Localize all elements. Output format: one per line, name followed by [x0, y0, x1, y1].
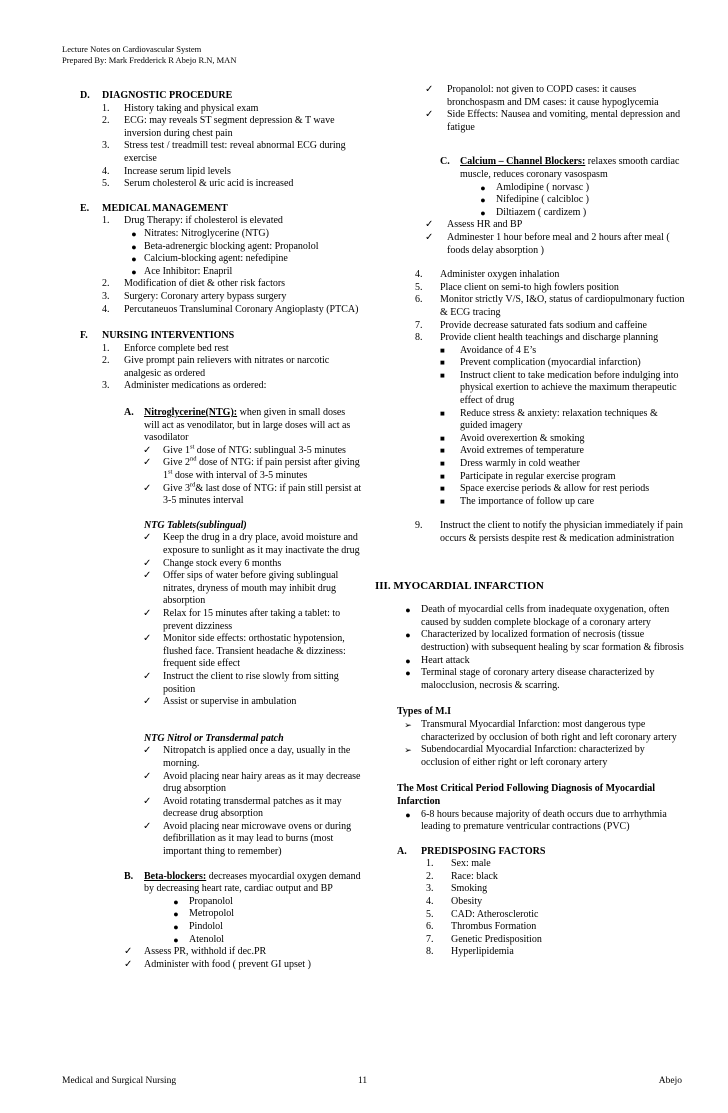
list-item: 2. ECG: may reveals ST segment depression & T wave inversion during chest pain: [102, 115, 335, 139]
check-item: ✓ Assist or supervise in ambulation: [143, 696, 297, 708]
ccb-heading: Calcium – Channel Blockers:: [460, 156, 586, 168]
check-icon: ✓: [124, 946, 133, 958]
page-header: [62, 44, 236, 66]
patch-heading: NTG Nitrol or Transdermal patch: [144, 732, 284, 744]
types-heading: Types of M.I: [397, 706, 451, 718]
ntg-subsection: A. Nitroglycerine(NTG): when given in small doses will act as venodilator, but in large doses will act as vasodilator: [124, 407, 351, 444]
list-item: ■ Dress warmly in cold weather: [440, 458, 580, 470]
check-item: ✓ Give 1st dose of NTG: sublingual 3-5 minutes: [143, 443, 346, 456]
beta-subsection: B. Beta-blockers: decreases myocardial oxygen demand by decreasing heart rate, cardiac output and BP: [124, 870, 361, 895]
header-line-2: Prepared By: Mark Fredderick R Abejo R.N, MAN: [62, 55, 237, 65]
list-item: ● Terminal stage of coronary artery disease characterized by malocclusion, necrosis & scarring.: [405, 667, 655, 691]
check-item: ✓ Give 3rd& last dose of NTG: if pain still persist at 3-5 minutes interval: [143, 481, 362, 507]
list-item: 1. History taking and physical exam: [102, 102, 259, 114]
list-item: 5. CAD: Atherosclerotic: [426, 908, 539, 920]
check-icon: ✓: [143, 444, 152, 456]
check-item: ✓ Change stock every 6 months: [143, 557, 282, 569]
section-f: F. NURSING INTERVENTIONS: [80, 330, 235, 342]
list-item: 9. Instruct the client to notify the physician immediately if pain occurs & persists despite rest & medication administration: [415, 520, 683, 544]
page-number: 11: [358, 1076, 368, 1086]
check-icon: ✓: [143, 745, 152, 757]
teaching-list: [385, 345, 685, 509]
section-d: D. DIAGNOSTIC PROCEDURE: [80, 90, 233, 101]
list-item: 4. Increase serum lipid levels: [102, 165, 231, 177]
check-icon: ✓: [143, 607, 152, 619]
list-item: ● Ace Inhibitor: Enapril: [131, 265, 233, 277]
check-icon: ✓: [143, 696, 152, 708]
list-item: 7. Genetic Predisposition: [426, 933, 542, 945]
check-icon: ✓: [143, 820, 152, 832]
list-item: 4. Percutaneuos Transluminal Coronary Angioplasty (PTCA): [102, 303, 359, 315]
check-icon: ✓: [143, 457, 152, 469]
list-item: ■ Participate in regular exercise program: [440, 470, 616, 482]
list-item: 3. Stress test / treadmill test: reveal abnormal ECG during exercise: [102, 140, 346, 164]
check-item: ✓ Relax for 15 minutes after taking a tablet: to prevent dizziness: [143, 607, 341, 632]
list-item: 4. Obesity: [426, 896, 483, 908]
list-item: ■ Avoid overexertion & smoking: [440, 432, 585, 444]
check-icon: ✓: [425, 84, 434, 95]
list-item: ● Propanolol: [173, 895, 233, 907]
list-item: 2. Race: black: [426, 870, 498, 882]
list-item: 4. Administer oxygen inhalation: [415, 269, 560, 281]
check-item: ✓ Side Effects: Nausea and vomiting, mental depression and fatigue: [425, 109, 681, 133]
section-title: PREDISPOSING FACTORS: [421, 845, 546, 857]
list-item: 5. Serum cholesterol & uric acid is increased: [102, 178, 294, 190]
list-item: ➢ Transmural Myocardial Infarction: most dangerous type characterized by occlusion of both right and left coronary artery: [404, 718, 677, 743]
check-item: ✓ Adminester 1 hour before meal and 2 hours after meal ( foods delay absorption ): [425, 231, 670, 256]
list-item: ● Atenolol: [173, 933, 224, 945]
list-item: ■ Space exercise periods & allow for rest periods: [440, 483, 650, 495]
check-icon: ✓: [425, 109, 434, 121]
check-icon: ✓: [425, 231, 434, 243]
list-item: 2. Modification of diet & other risk factors: [102, 278, 286, 290]
check-icon: ✓: [143, 482, 152, 494]
ntg-heading: Nitroglycerine(NTG):: [144, 407, 238, 419]
list-item: 1. Sex: male: [426, 858, 491, 870]
section-e: E. MEDICAL MANAGEMENT: [80, 202, 228, 214]
left-column: [62, 84, 362, 971]
drug-bullets: [102, 228, 362, 278]
list-item: ● Pindolol: [173, 921, 223, 933]
list-item: ● Characterized by localized formation of necrosis (tissue destruction) with subsequent healing by scar formation & fibrosis: [405, 629, 684, 653]
critical-heading: The Most Critical Period Following Diagnosis of Myocardial Infarction: [397, 783, 656, 807]
list-item: ● Calcium-blocking agent: nefedipine: [131, 253, 288, 265]
section-title: DIAGNOSTIC PROCEDURE: [102, 90, 233, 101]
section-title: NURSING INTERVENTIONS: [102, 330, 235, 342]
list-item: 3. Surgery: Coronary artery bypass surgery: [102, 290, 287, 302]
diagnostic-list: [62, 103, 362, 191]
check-item: ✓ Avoid placing near microwave ovens or during defibrillation as it may lead to burns (most important thing to remember): [143, 820, 352, 858]
nursing-list: [62, 343, 362, 393]
footer-left: Medical and Surgical Nursing: [62, 1076, 177, 1086]
list-item: 8. Hyperlipidemia: [426, 946, 514, 958]
list-item: ● Death of myocardial cells from inadequate oxygenation, often caused by sudden complete blockage of a coronary artery: [405, 604, 670, 628]
list-item: 6. Monitor strictly V/S, I&O, status of cardiopulmonary fuction & ECG tracing: [415, 294, 685, 318]
list-item: ■ Avoidance of 4 E’s: [440, 344, 537, 356]
check-icon: ✓: [143, 770, 152, 782]
list-item: ● Amlodipine ( norvasc ): [480, 181, 590, 193]
check-icon: ✓: [143, 670, 152, 682]
list-item: ● Heart attack: [405, 654, 470, 666]
footer-right: Abejo: [658, 1076, 682, 1086]
right-column: [375, 84, 685, 959]
check-item: ✓ Administer with food ( prevent GI upset ): [124, 958, 311, 970]
list-item: 3. Smoking: [426, 883, 488, 895]
list-item: 6. Thrombus Formation: [426, 921, 537, 933]
beta-heading: Beta-blockers:: [144, 870, 207, 882]
section-predisposing: A. PREDISPOSING FACTORS: [397, 845, 546, 857]
check-item: ✓ Monitor side effects: orthostatic hypotension, flushed face. Transient headache & dizziness: frequent side effect: [143, 633, 346, 670]
list-item: ➢ Subendocardial Myocardial Infarction: characterized by occlusion of either right or left coronary artery: [404, 744, 645, 768]
check-item: ✓ Instruct the client to rise slowly from sitting position: [143, 670, 339, 695]
list-item: ● 6-8 hours because majority of death occurs due to arrhythmia leading to premature ventricular contractions (PVC): [405, 808, 667, 833]
list-item: ● Metropolol: [173, 908, 234, 920]
list-item: ● Beta-adrenergic blocking agent: Propanolol: [131, 240, 319, 252]
section-heading-mi: III. MYOCARDIAL INFARCTION: [375, 579, 544, 592]
list-item: ■ Prevent complication (myocardial infarction): [440, 357, 641, 369]
check-item: ✓ Nitropatch is applied once a day, usually in the morning.: [143, 745, 351, 769]
check-icon: ✓: [143, 570, 152, 582]
list-item: 5. Place client on semi-to high fowlers position: [415, 281, 619, 293]
check-icon: ✓: [143, 557, 152, 569]
list-item: 7. Provide decrease saturated fats sodium and caffeine: [415, 319, 647, 331]
list-item: ● Nifedipine ( calcibloc ): [480, 194, 590, 206]
medical-list: [62, 215, 362, 316]
check-icon: ✓: [425, 219, 434, 231]
check-icon: ✓: [143, 532, 152, 544]
list-item: 8. Provide client health teachings and discharge planning: [415, 332, 659, 344]
check-item: ✓ Propanolol: not given to COPD cases: it causes bronchospasm and DM cases: it cause hypoglycemia: [425, 84, 659, 108]
check-item: ✓ Assess HR and BP: [425, 219, 523, 231]
header-line-1: Lecture Notes on Cardiovascular System: [62, 44, 202, 54]
list-item: 1. Enforce complete bed rest: [102, 342, 229, 354]
numbered-interventions: [385, 269, 685, 345]
list-item: ■ Instruct client to take medication before indulging into physical exertion to achieve the maximum therapeutic effect of drug: [440, 369, 679, 407]
list-item: ■ The importance of follow up care: [440, 495, 595, 507]
check-item: ✓ Keep the drug in a dry place, avoid moisture and exposure to sunlight as it may inactivate the drug: [143, 532, 360, 556]
mi-list: [385, 604, 685, 692]
list-item: 3. Administer medications as ordered:: [102, 380, 267, 392]
check-icon: ✓: [143, 633, 152, 645]
ccb-subsection: C. Calcium – Channel Blockers: relaxes smooth cardiac muscle, reduces coronary vasospasm: [440, 156, 680, 180]
check-icon: ✓: [124, 958, 133, 970]
list-item: ● Diltiazem ( cardizem ): [480, 206, 587, 218]
list-item: ■ Avoid extremes of temperature: [440, 445, 584, 457]
check-item: ✓ Give 2nd dose of NTG: if pain persist after giving 1st dose with interval of 3-5 minutes: [143, 456, 360, 482]
list-item: ■ Reduce stress & anxiety: relaxation techniques & guided imagery: [440, 407, 658, 432]
list-item: ● Nitrates: Nitroglycerine (NTG): [131, 227, 269, 239]
list-item: 1. Drug Therapy: if cholesterol is elevated: [102, 215, 283, 227]
check-item: ✓ Offer sips of water before giving sublingual nitrates, dryness of mouth may inhibit drug absorption: [143, 570, 339, 607]
check-item: ✓ Avoid rotating transdermal patches as it may decrease drug absorption: [143, 795, 342, 820]
check-item: ✓ Assess PR, withhold if dec.PR: [124, 946, 267, 958]
list-item: 2. Give prompt pain relievers with nitrates or narcotic analgesic as ordered: [102, 355, 330, 379]
check-item: ✓ Avoid placing near hairy areas as it may decrease drug absorption: [143, 770, 361, 795]
check-icon: ✓: [143, 795, 152, 807]
section-title: MEDICAL MANAGEMENT: [102, 202, 228, 214]
tablets-heading: NTG Tablets(sublingual): [144, 519, 247, 531]
